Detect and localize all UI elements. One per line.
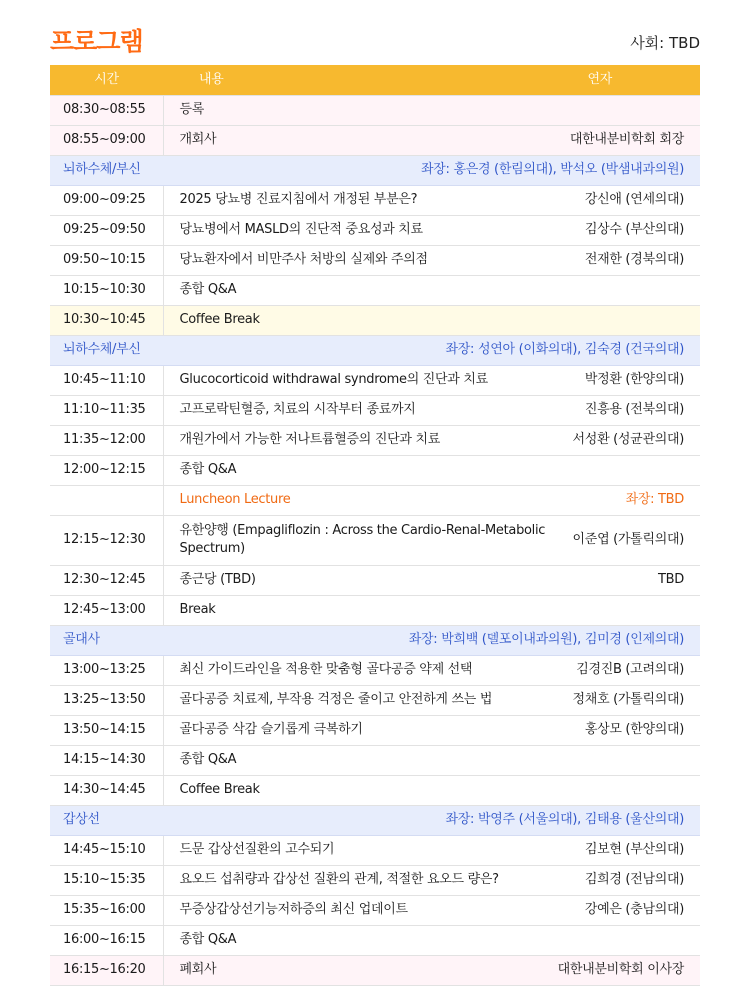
session-cell <box>50 335 700 365</box>
time-cell: 12:45~13:00 <box>50 595 163 625</box>
moderator-label: 사회: TBD <box>630 34 700 52</box>
time-cell: 12:00~12:15 <box>50 455 163 485</box>
table-row <box>50 425 700 455</box>
talk-title: 골다공증 삭감 슬기롭게 극복하기 <box>179 722 363 738</box>
luncheon-row <box>50 485 700 515</box>
session-name: 갑상선 <box>63 812 100 828</box>
content-cell <box>163 925 700 955</box>
time-cell: 10:15~10:30 <box>50 275 163 305</box>
time-cell: 13:00~13:25 <box>50 655 163 685</box>
speaker-name: 정채호 (가톨릭의대) <box>572 692 684 708</box>
content-cell <box>163 305 700 335</box>
content-cell <box>163 395 700 425</box>
table-row <box>50 865 700 895</box>
luncheon-cell <box>163 485 700 515</box>
time-cell: 14:15~14:30 <box>50 745 163 775</box>
speaker-name: 강신애 (연세의대) <box>584 192 684 208</box>
talk-title: 종합 Q&A <box>179 752 237 768</box>
speaker-name: 강예은 (충남의대) <box>584 902 684 918</box>
session-chair: 좌장: 박영주 (서울의대), 김태용 (울산의대) <box>445 812 684 828</box>
content-cell <box>163 365 700 395</box>
content-cell <box>163 895 700 925</box>
table-row <box>50 595 700 625</box>
table-row <box>50 275 700 305</box>
talk-title: 폐회사 <box>179 962 217 978</box>
header-content: 내용 <box>199 71 224 87</box>
content-cell <box>163 835 700 865</box>
table-row <box>50 775 700 805</box>
session-cell <box>50 805 700 835</box>
time-cell: 08:30~08:55 <box>50 95 163 125</box>
content-cell <box>163 425 700 455</box>
talk-title: 종합 Q&A <box>179 462 237 478</box>
content-cell <box>163 595 700 625</box>
content-cell <box>163 515 700 565</box>
table-row <box>50 305 700 335</box>
table-row <box>50 395 700 425</box>
table-row <box>50 715 700 745</box>
speaker-name: 김보현 (부산의대) <box>584 842 684 858</box>
talk-title: 드문 갑상선질환의 고수되기 <box>179 842 335 858</box>
session-chair: 좌장: 성연아 (이화의대), 김숙경 (건국의대) <box>445 342 684 358</box>
content-cell <box>163 565 700 595</box>
program-table <box>50 65 700 986</box>
content-cell <box>163 865 700 895</box>
table-row <box>50 455 700 485</box>
time-cell: 12:30~12:45 <box>50 565 163 595</box>
session-cell <box>50 155 700 185</box>
session-row <box>50 155 700 185</box>
table-row <box>50 685 700 715</box>
talk-title: 당뇨병에서 MASLD의 진단적 중요성과 치료 <box>179 222 423 238</box>
talk-title: Coffee Break <box>179 782 260 798</box>
session-row <box>50 805 700 835</box>
table-row <box>50 745 700 775</box>
speaker-name: 전재한 (경북의대) <box>584 252 684 268</box>
content-cell <box>163 715 700 745</box>
luncheon-chair: 좌장: TBD <box>625 492 684 508</box>
header-time: 시간 <box>50 65 163 95</box>
speaker-name: 박정환 (한양의대) <box>584 372 684 388</box>
luncheon-title: Luncheon Lecture <box>179 492 291 508</box>
content-cell <box>163 245 700 275</box>
session-name: 뇌하수체/부신 <box>63 342 141 358</box>
session-chair: 좌장: 홍은경 (한림의대), 박석오 (박샘내과의원) <box>421 162 684 178</box>
table-row <box>50 125 700 155</box>
content-cell <box>163 95 700 125</box>
speaker-name: TBD <box>658 572 684 588</box>
program-body <box>50 95 700 985</box>
table-row <box>50 95 700 125</box>
talk-title: 종합 Q&A <box>179 282 237 298</box>
talk-title: 개회사 <box>179 132 217 148</box>
time-cell: 11:35~12:00 <box>50 425 163 455</box>
time-cell: 16:00~16:15 <box>50 925 163 955</box>
talk-title: Break <box>179 602 216 618</box>
speaker-name: 대한내분비학회 회장 <box>569 132 684 148</box>
talk-title: 요오드 섭취량과 갑상선 질환의 관계, 적절한 요오드 량은? <box>179 872 499 888</box>
header-content-speaker <box>163 65 700 95</box>
content-cell <box>163 745 700 775</box>
talk-title: 개원가에서 가능한 저나트륨혈증의 진단과 치료 <box>179 432 440 448</box>
table-row <box>50 365 700 395</box>
content-cell <box>163 655 700 685</box>
time-cell: 11:10~11:35 <box>50 395 163 425</box>
speaker-name: 진흥용 (전북의대) <box>584 402 684 418</box>
table-row <box>50 835 700 865</box>
time-cell: 12:15~12:30 <box>50 515 163 565</box>
talk-title: 종합 Q&A <box>179 932 237 948</box>
table-row <box>50 515 700 565</box>
table-row <box>50 925 700 955</box>
talk-title: 골다공증 치료제, 부작용 걱정은 줄이고 안전하게 쓰는 법 <box>179 692 493 708</box>
content-cell <box>163 125 700 155</box>
content-cell <box>163 185 700 215</box>
session-chair: 좌장: 박희백 (델포이내과의원), 김미경 (인제의대) <box>408 632 684 648</box>
table-row <box>50 655 700 685</box>
talk-title: Glucocorticoid withdrawal syndrome의 진단과 치료 <box>179 372 488 388</box>
time-cell: 16:15~16:20 <box>50 955 163 985</box>
time-cell: 15:10~15:35 <box>50 865 163 895</box>
talk-title: 등록 <box>179 102 205 118</box>
time-cell: 08:55~09:00 <box>50 125 163 155</box>
content-cell <box>163 275 700 305</box>
content-cell <box>163 775 700 805</box>
session-row <box>50 625 700 655</box>
session-row <box>50 335 700 365</box>
talk-title: 2025 당뇨병 진료지침에서 개정된 부분은? <box>179 192 418 208</box>
table-row <box>50 955 700 985</box>
table-row <box>50 565 700 595</box>
session-name: 골대사 <box>63 632 100 648</box>
time-cell: 13:25~13:50 <box>50 685 163 715</box>
time-cell <box>50 485 163 515</box>
content-cell <box>163 955 700 985</box>
speaker-name: 김상수 (부산의대) <box>584 222 684 238</box>
speaker-name: 대한내분비학회 이사장 <box>557 962 684 978</box>
time-cell: 13:50~14:15 <box>50 715 163 745</box>
talk-title: 당뇨환자에서 비만주사 처방의 실제와 주의점 <box>179 252 428 268</box>
header-speaker: 연자 <box>587 71 612 87</box>
speaker-name: 서성환 (성균관의대) <box>572 432 684 448</box>
session-name: 뇌하수체/부신 <box>63 162 141 178</box>
speaker-name: 홍상모 (한양의대) <box>584 722 684 738</box>
time-cell: 15:35~16:00 <box>50 895 163 925</box>
speaker-name: 이준엽 (가톨릭의대) <box>572 532 684 548</box>
page-title: 프로그램 <box>50 27 143 56</box>
content-cell <box>163 215 700 245</box>
table-row <box>50 895 700 925</box>
talk-title: 종근당 (TBD) <box>179 572 256 588</box>
speaker-name: 김희경 (전남의대) <box>584 872 684 888</box>
time-cell: 14:30~14:45 <box>50 775 163 805</box>
talk-title: 유한양행 (Empagliflozin : Across the Cardio-Renal-Metabolic Spectrum) <box>179 523 546 556</box>
time-cell: 10:30~10:45 <box>50 305 163 335</box>
speaker-name: 김경진B (고려의대) <box>576 662 684 678</box>
time-cell: 09:00~09:25 <box>50 185 163 215</box>
table-row <box>50 185 700 215</box>
content-cell <box>163 685 700 715</box>
talk-title: 최신 가이드라인을 적용한 맞춤형 골다공증 약제 선택 <box>179 662 473 678</box>
content-cell <box>163 455 700 485</box>
time-cell: 10:45~11:10 <box>50 365 163 395</box>
table-row <box>50 245 700 275</box>
time-cell: 09:50~10:15 <box>50 245 163 275</box>
table-row <box>50 215 700 245</box>
talk-title: 무증상갑상선기능저하증의 최신 업데이트 <box>179 902 408 918</box>
table-header <box>50 65 700 95</box>
time-cell: 14:45~15:10 <box>50 835 163 865</box>
session-cell <box>50 625 700 655</box>
talk-title: 고프로락틴혈증, 치료의 시작부터 종료까지 <box>179 402 416 418</box>
time-cell: 09:25~09:50 <box>50 215 163 245</box>
talk-title: Coffee Break <box>179 312 260 328</box>
